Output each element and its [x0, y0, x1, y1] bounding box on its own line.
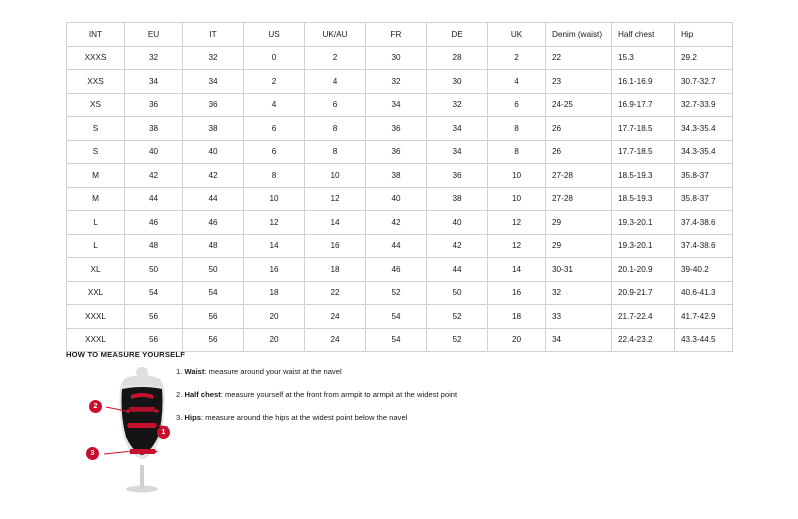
column-header-uk-au: UK/AU: [305, 23, 366, 47]
cell-it: 56: [183, 305, 244, 329]
cell-int: S: [67, 117, 125, 141]
measure-term-waist: Waist: [184, 367, 205, 376]
size-chart-head: [67, 23, 733, 47]
cell-de: 30: [427, 70, 488, 94]
measure-text-waist: : measure around your waist at the navel: [204, 367, 342, 376]
cell-int: L: [67, 234, 125, 258]
cell-denim-waist: 29: [546, 211, 612, 235]
size-chart-body: [67, 46, 733, 352]
table-row: [67, 164, 733, 188]
table-row: [67, 46, 733, 70]
cell-eu: 50: [125, 258, 183, 282]
cell-int: L: [67, 211, 125, 235]
cell-uk: 18: [488, 305, 546, 329]
cell-uk: 16: [488, 281, 546, 305]
cell-us: 2: [244, 70, 305, 94]
cell-fr: 52: [366, 281, 427, 305]
cell-eu: 54: [125, 281, 183, 305]
cell-eu: 32: [125, 46, 183, 70]
cell-fr: 54: [366, 328, 427, 352]
cell-it: 48: [183, 234, 244, 258]
cell-de: 44: [427, 258, 488, 282]
cell-uk-au: 8: [305, 140, 366, 164]
cell-fr: 40: [366, 187, 427, 211]
cell-de: 28: [427, 46, 488, 70]
cell-eu: 38: [125, 117, 183, 141]
cell-fr: 38: [366, 164, 427, 188]
marker-3-hips: 3: [86, 447, 99, 460]
cell-denim-waist: 24-25: [546, 93, 612, 117]
cell-denim-waist: 23: [546, 70, 612, 94]
cell-int: S: [67, 140, 125, 164]
column-header-hip: Hip: [675, 23, 733, 47]
cell-eu: 56: [125, 328, 183, 352]
size-chart-table-wrapper: [66, 22, 732, 352]
table-row: [67, 70, 733, 94]
measure-text-hips: : measure around the hips at the widest point below the navel: [200, 413, 408, 422]
cell-us: 20: [244, 305, 305, 329]
cell-uk: 20: [488, 328, 546, 352]
cell-uk-au: 4: [305, 70, 366, 94]
cell-uk-au: 24: [305, 305, 366, 329]
cell-eu: 36: [125, 93, 183, 117]
cell-half-chest: 21.7-22.4: [612, 305, 675, 329]
cell-it: 44: [183, 187, 244, 211]
column-header-fr: FR: [366, 23, 427, 47]
measure-instructions-list: [176, 366, 596, 435]
cell-uk: 4: [488, 70, 546, 94]
measure-instruction-hips: [176, 412, 596, 423]
column-header-denim-waist: Denim (waist): [546, 23, 612, 47]
cell-int: XXXS: [67, 46, 125, 70]
cell-hip: 41.7-42.9: [675, 305, 733, 329]
measure-instruction-half-chest: [176, 389, 596, 400]
column-header-eu: EU: [125, 23, 183, 47]
cell-hip: 35.8-37: [675, 164, 733, 188]
cell-int: M: [67, 164, 125, 188]
cell-eu: 42: [125, 164, 183, 188]
cell-uk: 8: [488, 140, 546, 164]
cell-us: 10: [244, 187, 305, 211]
cell-eu: 34: [125, 70, 183, 94]
cell-de: 42: [427, 234, 488, 258]
cell-de: 52: [427, 328, 488, 352]
cell-us: 14: [244, 234, 305, 258]
cell-de: 50: [427, 281, 488, 305]
cell-uk-au: 18: [305, 258, 366, 282]
cell-de: 32: [427, 93, 488, 117]
measure-text-half-chest: : measure yourself at the front from armpit to armpit at the widest point: [220, 390, 458, 399]
cell-hip: 37.4-38.6: [675, 234, 733, 258]
column-header-int: INT: [67, 23, 125, 47]
cell-half-chest: 17.7-18.5: [612, 140, 675, 164]
measure-number-3: 3.: [176, 413, 183, 422]
cell-half-chest: 19.3-20.1: [612, 234, 675, 258]
cell-uk-au: 2: [305, 46, 366, 70]
cell-uk: 12: [488, 211, 546, 235]
measure-term-half-chest: Half chest: [184, 390, 221, 399]
cell-it: 50: [183, 258, 244, 282]
column-header-uk: UK: [488, 23, 546, 47]
cell-it: 38: [183, 117, 244, 141]
table-row: [67, 258, 733, 282]
table-row: [67, 93, 733, 117]
cell-half-chest: 15.3: [612, 46, 675, 70]
cell-int: XXXL: [67, 305, 125, 329]
cell-uk-au: 12: [305, 187, 366, 211]
table-header-row: [67, 23, 733, 47]
cell-uk-au: 10: [305, 164, 366, 188]
cell-us: 6: [244, 117, 305, 141]
table-row: [67, 305, 733, 329]
column-header-us: US: [244, 23, 305, 47]
cell-int: XXXL: [67, 328, 125, 352]
table-row: [67, 187, 733, 211]
measure-number-2: 2.: [176, 390, 183, 399]
cell-uk: 6: [488, 93, 546, 117]
cell-fr: 44: [366, 234, 427, 258]
cell-int: XS: [67, 93, 125, 117]
cell-fr: 34: [366, 93, 427, 117]
cell-us: 4: [244, 93, 305, 117]
cell-it: 54: [183, 281, 244, 305]
cell-hip: 39-40.2: [675, 258, 733, 282]
cell-denim-waist: 32: [546, 281, 612, 305]
cell-int: XXS: [67, 70, 125, 94]
cell-fr: 36: [366, 117, 427, 141]
cell-fr: 32: [366, 70, 427, 94]
cell-half-chest: 16.1-16.9: [612, 70, 675, 94]
cell-hip: 34.3-35.4: [675, 140, 733, 164]
cell-it: 56: [183, 328, 244, 352]
cell-it: 40: [183, 140, 244, 164]
table-row: [67, 234, 733, 258]
cell-uk-au: 16: [305, 234, 366, 258]
cell-half-chest: 17.7-18.5: [612, 117, 675, 141]
cell-hip: 43.3-44.5: [675, 328, 733, 352]
cell-eu: 46: [125, 211, 183, 235]
cell-denim-waist: 34: [546, 328, 612, 352]
cell-hip: 29.2: [675, 46, 733, 70]
cell-fr: 54: [366, 305, 427, 329]
how-to-measure-title: HOW TO MEASURE YOURSELF: [66, 350, 186, 359]
cell-eu: 44: [125, 187, 183, 211]
table-row: [67, 117, 733, 141]
cell-it: 46: [183, 211, 244, 235]
cell-us: 20: [244, 328, 305, 352]
cell-denim-waist: 29: [546, 234, 612, 258]
cell-uk: 2: [488, 46, 546, 70]
cell-denim-waist: 26: [546, 140, 612, 164]
cell-int: XL: [67, 258, 125, 282]
table-row: [67, 211, 733, 235]
table-row: [67, 140, 733, 164]
cell-us: 6: [244, 140, 305, 164]
measure-term-hips: Hips: [184, 413, 201, 422]
cell-half-chest: 22.4-23.2: [612, 328, 675, 352]
cell-half-chest: 19.3-20.1: [612, 211, 675, 235]
marker-2-half-chest: 2: [89, 400, 102, 413]
cell-fr: 42: [366, 211, 427, 235]
cell-uk-au: 22: [305, 281, 366, 305]
measure-instruction-waist: [176, 366, 596, 377]
cell-uk: 8: [488, 117, 546, 141]
cell-denim-waist: 27-28: [546, 164, 612, 188]
cell-half-chest: 18.5-19.3: [612, 164, 675, 188]
cell-uk-au: 6: [305, 93, 366, 117]
cell-it: 32: [183, 46, 244, 70]
cell-int: XXL: [67, 281, 125, 305]
table-row: [67, 281, 733, 305]
cell-denim-waist: 33: [546, 305, 612, 329]
cell-us: 12: [244, 211, 305, 235]
cell-fr: 30: [366, 46, 427, 70]
cell-uk: 10: [488, 187, 546, 211]
cell-int: M: [67, 187, 125, 211]
cell-eu: 56: [125, 305, 183, 329]
column-header-de: DE: [427, 23, 488, 47]
cell-half-chest: 20.9-21.7: [612, 281, 675, 305]
cell-it: 36: [183, 93, 244, 117]
cell-us: 18: [244, 281, 305, 305]
cell-hip: 37.4-38.6: [675, 211, 733, 235]
cell-uk: 10: [488, 164, 546, 188]
cell-fr: 46: [366, 258, 427, 282]
cell-denim-waist: 27-28: [546, 187, 612, 211]
cell-fr: 36: [366, 140, 427, 164]
cell-denim-waist: 30-31: [546, 258, 612, 282]
cell-hip: 40.6-41.3: [675, 281, 733, 305]
cell-us: 16: [244, 258, 305, 282]
cell-eu: 40: [125, 140, 183, 164]
cell-de: 36: [427, 164, 488, 188]
cell-uk: 14: [488, 258, 546, 282]
table-row: [67, 328, 733, 352]
cell-it: 42: [183, 164, 244, 188]
cell-half-chest: 18.5-19.3: [612, 187, 675, 211]
cell-hip: 35.8-37: [675, 187, 733, 211]
cell-de: 52: [427, 305, 488, 329]
cell-it: 34: [183, 70, 244, 94]
cell-denim-waist: 22: [546, 46, 612, 70]
measure-number-1: 1.: [176, 367, 183, 376]
cell-us: 0: [244, 46, 305, 70]
cell-uk: 12: [488, 234, 546, 258]
cell-us: 8: [244, 164, 305, 188]
cell-uk-au: 8: [305, 117, 366, 141]
marker-1-waist: 1: [157, 426, 170, 439]
cell-uk-au: 14: [305, 211, 366, 235]
column-header-half-chest: Half chest: [612, 23, 675, 47]
cell-de: 34: [427, 117, 488, 141]
cell-denim-waist: 26: [546, 117, 612, 141]
cell-eu: 48: [125, 234, 183, 258]
cell-half-chest: 20.1-20.9: [612, 258, 675, 282]
cell-de: 38: [427, 187, 488, 211]
column-header-it: IT: [183, 23, 244, 47]
cell-hip: 34.3-35.4: [675, 117, 733, 141]
size-chart-table: [66, 22, 733, 352]
cell-uk-au: 24: [305, 328, 366, 352]
cell-hip: 30.7-32.7: [675, 70, 733, 94]
cell-hip: 32.7-33.9: [675, 93, 733, 117]
cell-de: 34: [427, 140, 488, 164]
cell-half-chest: 16.9-17.7: [612, 93, 675, 117]
cell-de: 40: [427, 211, 488, 235]
